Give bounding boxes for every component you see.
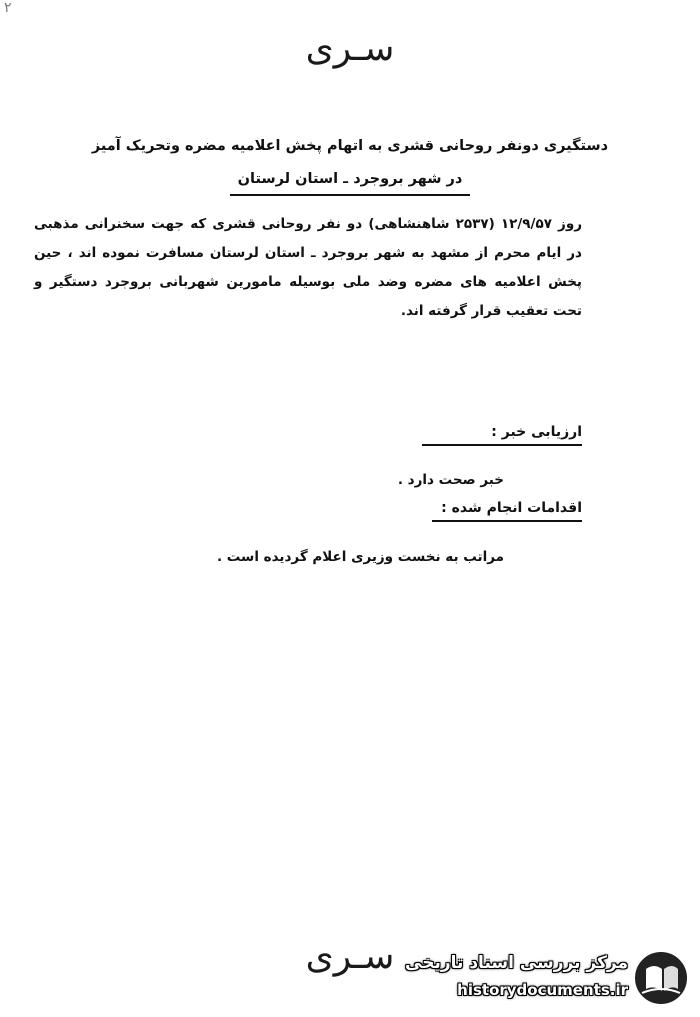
archive-watermark <box>400 949 690 1007</box>
classification-stamp-top: سـری <box>305 28 395 69</box>
archive-logo-icon <box>632 949 690 1007</box>
report-body-paragraph: روز ۱۲/۹/۵۷ (۲۵۳۷ شاهنشاهی) دو نفر روحانی قشری که جهت سخنرانی مذهبی در ایام محرم از مشهد به شهر بروجرد ـ استان لرستان مسافرت نموده اند ، حین پخش اعلامیه های مضره وضد ملی بوسیله مامورین شهربانی بروجرد دستگیر و تحت تعقیب قرار گرفته اند. <box>34 216 582 319</box>
watermark-title: مرکز بررسی اسناد تاریخی <box>405 953 628 973</box>
news-evaluation-label: ارزیابی خبر : <box>422 424 582 446</box>
classification-stamp-bottom: سـری <box>305 936 395 977</box>
title-line-2: در شهر بروجرد ـ استان لرستان <box>230 167 471 196</box>
document-title <box>60 133 640 196</box>
corner-page-mark: ۲ <box>4 0 12 16</box>
actions-taken-label: اقدامات انجام شده : <box>432 500 582 522</box>
title-line-1: دستگیری دونفر روحانی قشری به اتهام پخش اعلامیه مضره وتحریک آمیز <box>91 138 609 154</box>
watermark-url: historydocuments.ir <box>457 981 628 999</box>
actions-taken-value: مراتب به نخست وزیری اعلام گردیده است . <box>216 549 504 565</box>
news-evaluation-value: خبر صحت دارد . <box>397 472 504 488</box>
